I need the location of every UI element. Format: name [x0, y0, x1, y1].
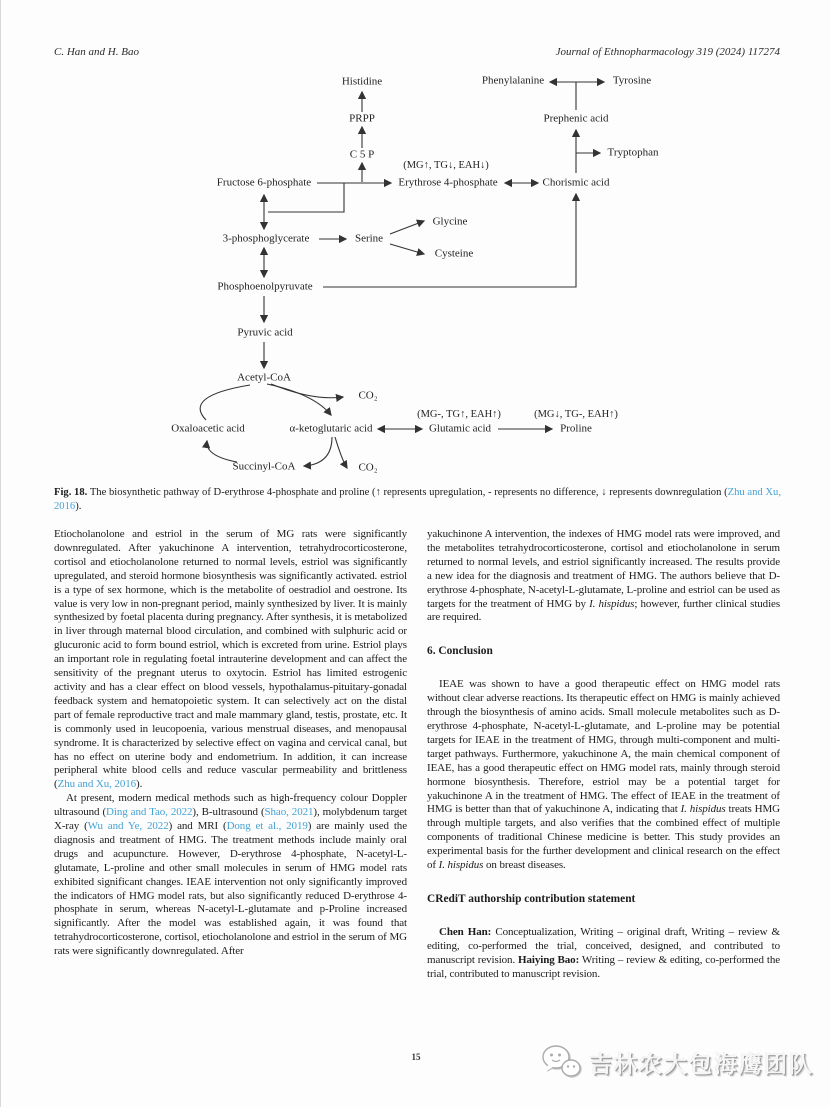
paragraph-text: ) and MRI ( — [168, 820, 227, 833]
figure-caption — [54, 486, 781, 514]
annotation-proline-regulation: (MG↓, TG-, EAH↑) — [534, 408, 618, 420]
paragraph-text: Etiocholanolone and estriol in the serum of MG rats were significantly downregulated. After yakuchinone A intervention, tetrahydrocorticosterone, cortisol and etiocholanolone returned to normal levels, estriol was significantly upregulated, and steroid hormone biosynthesis was significantly activated. estriol is a type of sex hormone, which is the metabolite of oestradiol and oestrone. Its value is very low in non-pregnant period, mainly synthesized by liver. It is mainly synthesized by foetal placenta during pregnancy. After synthesis, it is metabolized in liver through maternal blood circulation, and combined with sulphuric acid or glucuronic acid to form bound estriol, which is excreted from urine. Estriol plays an important role in regulating foetal intrauterine development and can affect the sensitivity of the pregnant uterus to oxytocin. Estriol has limited estrogenic activity and has a clear effect on blood vessels, hypothalamus-pituitary-gonadal feedback system and hematopoietic system. It can selectively act on the distal part of female reproductive tract and male mammary gland, testis, prostate, etc. It is commonly used in leucopoenia, various menstrual diseases, and menopausal syndrome. It is characterized by selective effect on vagina and cervical canal, but has no effect on uterine body and endometrium. In addition, it can increase peripheral white blood cells and reduce vascular permeability and brittleness ( — [54, 528, 407, 791]
node-alpha-ketoglutaric-acid: α-ketoglutaric acid — [289, 422, 373, 435]
citation-link-dong[interactable]: Dong et al., 2019 — [226, 820, 308, 833]
figure-caption-end: ). — [75, 501, 82, 512]
citation-link-ding-tao[interactable]: Ding and Tao, 2022 — [106, 806, 193, 819]
body-column-right — [427, 528, 780, 981]
paragraph-text: At present, modern medical methods such as high-frequency colour Doppler ultrasound ( — [54, 792, 407, 819]
author-name-bold: Haiying Bao: — [518, 953, 580, 966]
paragraph-credit — [427, 926, 780, 982]
node-erythrose-4-phosphate: Erythrose 4-phosphate — [398, 176, 498, 189]
annotation-glutamic-regulation: (MG-, TG↑, EAH↑) — [417, 408, 501, 420]
paragraph-text: yakuchinone A intervention, the indexes of HMG model rats were improved, and the metabolites tetrahydrocorticosterone, cortisol and etiocholanolone in serum returned to normal levels, and estriol significantly increased. The results provide a new idea for the diagnosis and treatment of HMG. The authors believe that D-erythrose 4-phosphate, N-acetyl-L-glutamate, L-proline and estriol can be used as targets for the treatment of HMG by — [427, 528, 780, 610]
species-name-italic: I. hispidus — [680, 803, 726, 816]
node-3-phosphoglycerate: 3-phosphoglycerate — [222, 232, 310, 245]
node-oxaloacetic-acid: Oxaloacetic acid — [171, 422, 245, 435]
wechat-bubbles-icon — [541, 1044, 581, 1080]
node-pyruvic-acid: Pyruvic acid — [237, 326, 293, 339]
citation-link-wu-ye[interactable]: Wu and Ye, 2022 — [87, 820, 169, 833]
node-proline: Proline — [560, 422, 592, 435]
page-header — [54, 46, 780, 58]
paragraph-conclusion — [427, 678, 780, 873]
paragraph-yakuchinone-continuation — [427, 528, 780, 625]
paragraph-text: Writing – review & editing, co-performed the trial, contributed to manuscript revision. — [427, 953, 781, 980]
citation-link-zhu-xu[interactable]: Zhu and Xu, 2016 — [57, 778, 137, 791]
pathway-arrows-layer — [1, 70, 830, 490]
node-tyrosine: Tyrosine — [612, 74, 652, 87]
node-glutamic-acid: Glutamic acid — [428, 422, 492, 435]
node-glycine: Glycine — [432, 215, 468, 228]
node-histidine: Histidine — [341, 75, 383, 88]
citation-link-shao[interactable]: Shao, 2021 — [264, 806, 314, 819]
node-cysteine: Cysteine — [434, 247, 474, 260]
paragraph-text: ; however, further clinical studies are required. — [427, 597, 781, 624]
paragraph-text: IEAE was shown to have a good therapeutic effect on HMG model rats without clear adverse reactions. Its therapeutic effect on HMG is mainly achieved through the biosynthesis of amino acids. Small molecule metabolites such as D-erythrose 4-phosphate, N-acetyl-L-glutamate, and L-proline may be potential targets for IEAE in the treatment of HMG, through multi-component and multi-target pathways. Furthermore, yakuchinone A, the main chemical component of IEAE, has a good therapeutic effect on HMG model rats, mainly through steroid hormone biosynthesis. Therefore, estriol may be a potential target for yakuchinone A in the treatment of HMG. The effect of IEAE in the treatment of HMG is better than that of yakuchinone A, indicating that — [427, 678, 780, 816]
paragraph-text: ). — [136, 778, 143, 791]
paragraph-text: ) are mainly used the diagnosis and treatment of HMG. The treatment methods include mainly oral drugs and acupuncture. However, D-erythrose 4-phosphate, N-acetyl-L-glutamate, L-proline and other small molecules in serum of HMG model rats exhibited significant changes. IEAE intervention not only significantly improved the indicators of HMG model rats, but also significantly reduced D-erythrose 4-phosphate in serum, whereas N-acetyl-L-glutamate and p-Proline increased significantly. After the model was established again, it was found that tetrahydrocorticosterone, cortisol, etiocholanolone and estriol in the serum of MG rats were significantly downregulated. After — [54, 820, 407, 958]
node-succinyl-coa: Succinyl-CoA — [232, 460, 296, 473]
node-prephenic-acid: Prephenic acid — [543, 112, 609, 125]
body-column-left — [54, 528, 407, 959]
figure-18-pathway-diagram — [1, 70, 830, 490]
author-name-bold: Chen Han: — [439, 925, 492, 938]
paragraph-text: treats HMG through multiple targets, and also verifies that the combined effect of multiple components of traditional Chinese medicine is better. This study provides an experimental basis for the further development and clinical research on the effect of — [427, 803, 780, 872]
paragraph-text: ), molybdenum target X-ray ( — [54, 806, 407, 833]
paragraph-text: ), B-ultrasound ( — [192, 806, 265, 819]
node-phosphoenolpyruvate: Phosphoenolpyruvate — [217, 280, 313, 293]
paragraph-text: on breast diseases. — [483, 859, 566, 872]
node-co2-bottom: CO₂ — [358, 461, 378, 474]
paragraph-text: Conceptualization, Writing – original draft, Writing – review & editing, co-performed the trial, conceived, designed, and contributed to manuscript revision. — [427, 925, 781, 966]
section-heading-credit: CRediT authorship contribution statement — [427, 892, 636, 905]
section-heading-conclusion: 6. Conclusion — [427, 645, 493, 658]
page-number: 15 — [411, 1052, 421, 1062]
node-prpp: PRPP — [349, 112, 375, 125]
watermark — [541, 1044, 814, 1080]
node-c5p: C 5 P — [349, 148, 375, 161]
species-name-italic: I. hispidus — [438, 859, 484, 872]
watermark-text: 吉林农大包海鹰团队 — [589, 1051, 814, 1078]
paragraph-estriol — [54, 528, 407, 792]
node-fructose-6-phosphate: Fructose 6-phosphate — [216, 176, 312, 189]
node-acetyl-coa: Acetyl-CoA — [237, 371, 291, 384]
node-serine: Serine — [354, 232, 384, 245]
header-journal: Journal of Ethnopharmacology 319 (2024) 117274 — [555, 46, 780, 58]
node-phenylalanine: Phenylalanine — [481, 74, 545, 87]
annotation-erythrose-regulation: (MG↑, TG↓, EAH↓) — [403, 159, 489, 171]
node-chorismic-acid: Chorismic acid — [542, 176, 610, 189]
node-co2-top: CO₂ — [358, 389, 378, 402]
citation-link-zhu-xu-caption[interactable]: Zhu and Xu, 2016 — [54, 487, 781, 512]
figure-caption-text: The biosynthetic pathway of D-erythrose 4-phosphate and proline (↑ represents upregulation, - represents no difference, ↓ represents downregulation ( — [89, 487, 728, 498]
species-name-italic: I. hispidus — [589, 597, 635, 610]
paragraph-modern-methods — [54, 792, 407, 959]
header-authors: C. Han and H. Bao — [54, 46, 139, 58]
figure-caption-label: Fig. 18. — [54, 487, 88, 498]
node-tryptophan: Tryptophan — [607, 146, 659, 159]
